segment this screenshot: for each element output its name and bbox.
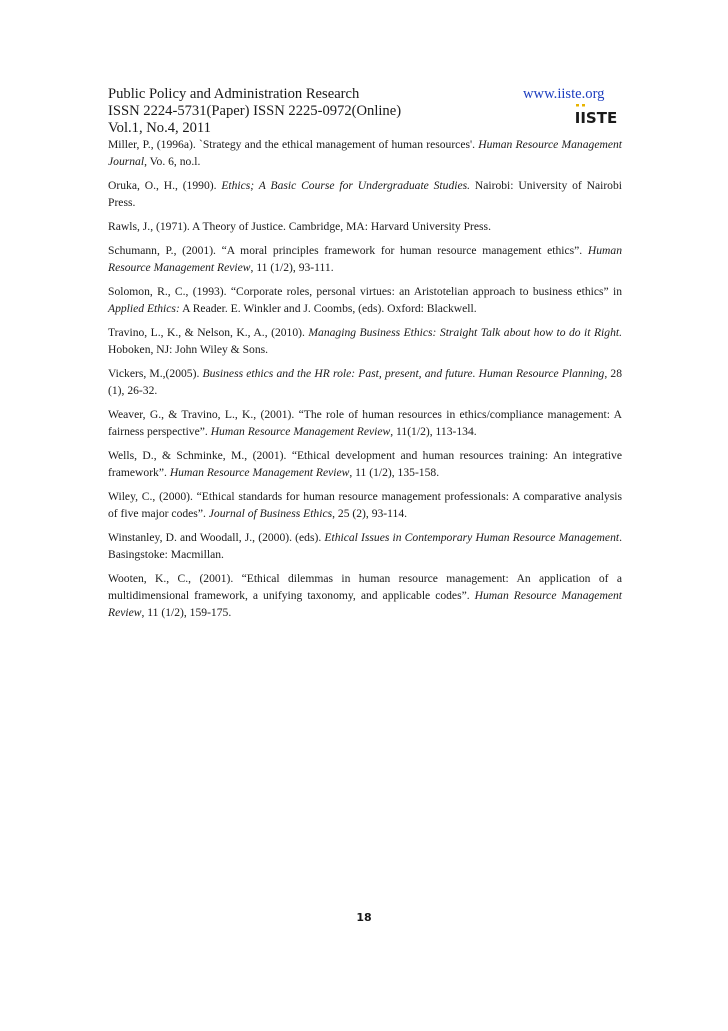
reference-entry <box>108 177 622 211</box>
reference-entry <box>108 218 622 235</box>
reference-text: , 11 (1/2), 93-111. <box>250 261 334 274</box>
reference-text: . Basingstoke: Macmillan. <box>108 531 623 561</box>
reference-text: Miller, P., (1996a). `Strategy and the ethical management of human resources'. <box>108 138 479 151</box>
reference-list <box>108 136 622 628</box>
reference-text: , Vo. 6, no.l. <box>144 155 201 168</box>
reference-text: Solomon, R., C., (1993). “Corporate roles, personal virtues: an Aristotelian approach to business ethics” in <box>108 285 622 298</box>
reference-entry <box>108 283 622 317</box>
reference-text: Nairobi: University of Nairobi Press. <box>108 179 622 209</box>
issn-line: ISSN 2224-5731(Paper) ISSN 2225-0972(Online) <box>108 103 402 119</box>
reference-text: , 11(1/2), 113-134. <box>390 425 477 438</box>
reference-text: A Reader. E. Winkler and J. Coombs, (eds). Oxford: Blackwell. <box>179 302 477 315</box>
reference-text: Winstanley, D. and Woodall, J., (2000). (eds). <box>108 531 325 544</box>
logo-text: IISTE <box>574 109 618 126</box>
reference-title-italic: Journal of Business Ethics <box>208 507 333 520</box>
reference-text: , 11 (1/2), 159-175. <box>141 606 232 619</box>
volume-line: Vol.1, No.4, 2011 <box>108 120 211 136</box>
reference-text: Hoboken, NJ: John Wiley & Sons. <box>108 343 269 356</box>
iiste-logo <box>570 104 622 126</box>
reference-text: , 11 (1/2), 135-158. <box>349 466 440 479</box>
reference-text: Wells, D., & Schminke, M., (2001). “Ethical development and human resources training: An integrative framework”. <box>108 449 622 479</box>
reference-text: Oruka, O., H., (1990). <box>108 179 222 192</box>
reference-title-italic: Human Resource Management Review <box>210 425 391 438</box>
reference-title-italic: Human Resource Management Journal <box>108 138 623 168</box>
reference-entry <box>108 529 622 563</box>
reference-entry <box>108 242 622 276</box>
reference-entry <box>108 324 622 358</box>
reference-title-italic: Ethics; A Basic Course for Undergraduate Studies. <box>221 179 471 192</box>
reference-entry <box>108 136 622 170</box>
reference-title-italic: Applied Ethics: <box>108 302 180 315</box>
reference-text: Travino, L., K., & Nelson, K., A., (2010). <box>108 326 309 339</box>
page-header <box>108 86 628 137</box>
reference-entry <box>108 365 622 399</box>
website-link[interactable]: www.iiste.org <box>523 86 605 102</box>
reference-entry <box>108 447 622 481</box>
reference-title-italic: Business ethics and the HR role: Past, present, and future. Human Resource Planning <box>202 367 605 380</box>
reference-text: Rawls, J., (1971). A Theory of Justice. Cambridge, MA: Harvard University Press. <box>108 220 491 233</box>
reference-title-italic: Ethical Issues in Contemporary Human Resource Management <box>324 531 620 544</box>
reference-title-italic: Human Resource Management Review <box>108 589 622 619</box>
reference-title-italic: Human Resource Management Review <box>108 244 622 274</box>
reference-text: , 25 (2), 93-114. <box>332 507 408 520</box>
reference-text: , 28 (1), 26-32. <box>108 367 623 397</box>
reference-text: Vickers, M.,(2005). <box>108 367 203 380</box>
reference-text: Wiley, C., (2000). “Ethical standards for human resource management professionals: A comparative analysis of five major codes”. <box>108 490 622 520</box>
reference-title-italic: Human Resource Management Review <box>169 466 350 479</box>
journal-title: Public Policy and Administration Research <box>108 86 360 102</box>
reference-entry <box>108 570 622 621</box>
reference-text: Wooten, K., C., (2001). “Ethical dilemmas in human resource management: An application of a multidimensional framework, a unifying taxonomy, and applicable codes”. <box>108 572 622 602</box>
reference-text: Weaver, G., & Travino, L., K., (2001). “The role of human resources in ethics/compliance management: A fairness perspective”. <box>108 408 622 438</box>
reference-entry <box>108 406 622 440</box>
reference-title-italic: Managing Business Ethics: Straight Talk about how to do it Right. <box>308 326 622 339</box>
reference-text: Schumann, P., (2001). “A moral principles framework for human resource management ethics”. <box>108 244 588 257</box>
reference-entry <box>108 488 622 522</box>
page-number: 18 <box>356 911 372 924</box>
